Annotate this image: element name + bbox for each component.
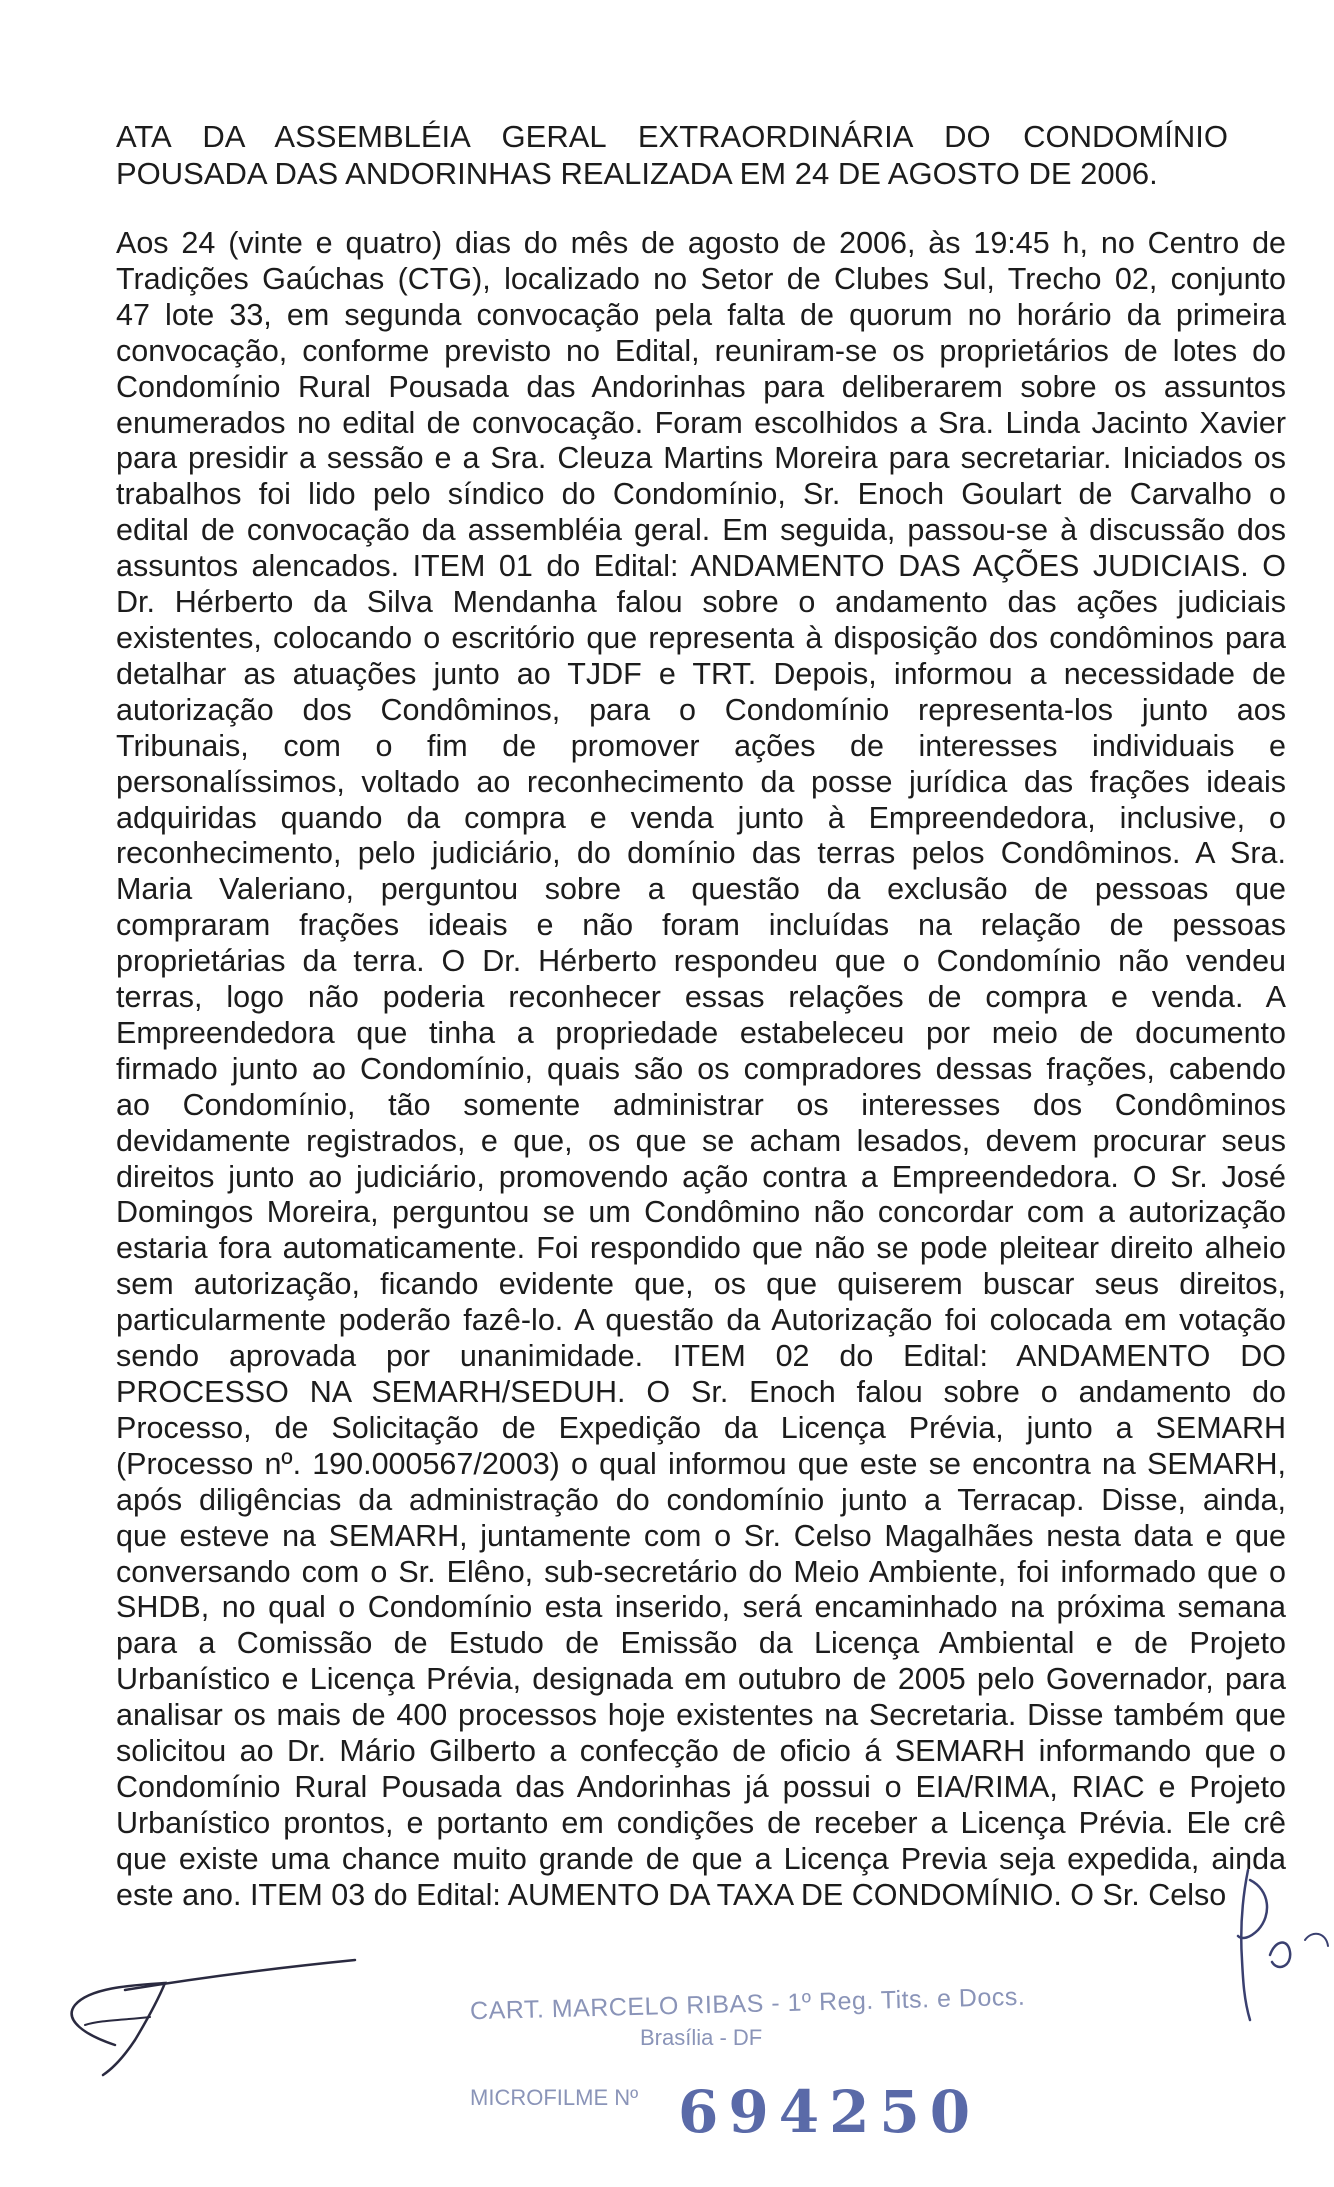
body-line: devidamente registrados, e que, os que se acham lesados, devem procurar seus (116, 1123, 1286, 1158)
signature-left (55, 1925, 365, 2085)
body-line: direitos junto ao judiciário, promovendo ação contra a Empreendedora. O Sr. José (116, 1159, 1286, 1194)
body-line: ao Condomínio, tão somente administrar os interesses dos Condôminos (116, 1087, 1286, 1122)
body-line: firmado junto ao Condomínio, quais são os compradores dessas frações, cabendo (116, 1051, 1286, 1086)
body-line: Tradições Gaúchas (CTG), localizado no Setor de Clubes Sul, Trecho 02, conjunto (116, 261, 1286, 296)
body-line: (Processo nº. 190.000567/2003) o qual informou que este se encontra na SEMARH, (116, 1446, 1286, 1481)
body-line: terras, logo não poderia reconhecer essas relações de compra e venda. A (116, 980, 1286, 1015)
body-line: assuntos alencados. ITEM 01 do Edital: ANDAMENTO DAS AÇÕES JUDICIAIS. O (116, 549, 1286, 584)
body-line: adquiridas quando da compra e venda junto à Empreendedora, inclusive, o (116, 800, 1286, 835)
body-line: personalíssimos, voltado ao reconhecimento da posse jurídica das frações ideais (116, 764, 1286, 799)
body-line: Urbanístico e Licença Prévia, designada em outubro de 2005 pelo Governador, para (116, 1662, 1286, 1697)
body-line: após diligências da administração do condomínio junto a Terracap. Disse, ainda, (116, 1482, 1286, 1517)
body-line: PROCESSO NA SEMARH/SEDUH. O Sr. Enoch falou sobre o andamento do (116, 1375, 1286, 1409)
body-line: para presidir a sessão e a Sra. Cleuza Martins Moreira para secretariar. Iniciados os (116, 441, 1286, 476)
body-line: Domingos Moreira, perguntou se um Condômino não concordar com a autorização (116, 1195, 1286, 1230)
body-line: autorização dos Condôminos, para o Condomínio representa-los junto aos (116, 692, 1286, 727)
body-line: Condomínio Rural Pousada das Andorinhas já possui o EIA/RIMA, RIAC e Projeto (116, 1769, 1286, 1804)
body-line: enumerados no edital de convocação. Foram escolhidos a Sra. Linda Jacinto Xavier (116, 405, 1286, 440)
body-line: Aos 24 (vinte e quatro) dias do mês de agosto de 2006, às 19:45 h, no Centro de (116, 226, 1286, 260)
body-line: Empreendedora que tinha a propriedade estabeleceu por meio de documento (116, 1015, 1286, 1050)
body-line: sendo aprovada por unanimidade. ITEM 02 do Edital: ANDAMENTO DO (116, 1339, 1286, 1374)
body-line: este ano. ITEM 03 do Edital: AUMENTO DA TAXA DE CONDOMÍNIO. O Sr. Celso (116, 1877, 1227, 1912)
body-line: trabalhos foi lido pelo síndico do Condomínio, Sr. Enoch Goulart de Carvalho o (116, 477, 1286, 512)
body-line: 47 lote 33, em segunda convocação pela falta de quorum no horário da primeira (116, 297, 1286, 332)
body-line: que existe uma chance muito grande de que a Licença Previa seja expedida, ainda (116, 1841, 1286, 1876)
body-line: existentes, colocando o escritório que representa à disposição dos condôminos para (116, 620, 1286, 655)
body-line: Dr. Hérberto da Silva Mendanha falou sobre o andamento das ações judiciais (116, 585, 1286, 620)
stamp-microfilm-label: MICROFILME Nº (470, 2085, 639, 2110)
body-line: que esteve na SEMARH, juntamente com o Sr. Celso Magalhães nesta data e que (116, 1518, 1286, 1553)
body-line: conversando com o Sr. Elêno, sub-secretário do Meio Ambiente, foi informado que o (116, 1554, 1286, 1589)
body-line: compraram frações ideais e não foram incluídas na relação de pessoas (116, 908, 1286, 943)
document-body (116, 226, 1286, 1914)
body-line: Maria Valeriano, perguntou sobre a questão da exclusão de pessoas que (116, 872, 1286, 907)
body-line: Processo, de Solicitação de Expedição da Licença Prévia, junto a SEMARH (116, 1410, 1286, 1445)
body-line: para a Comissão de Estudo de Emissão da Licença Ambiental e de Projeto (116, 1626, 1286, 1661)
body-line: solicitou ao Dr. Mário Gilberto a confecção de oficio á SEMARH informando que o (116, 1734, 1286, 1769)
body-line: edital de convocação da assembléia geral. Em seguida, passou-se à discussão dos (116, 513, 1286, 548)
body-line: sem autorização, ficando evidente que, os que quiserem buscar seus direitos, (116, 1267, 1286, 1302)
body-line: analisar os mais de 400 processos hoje existentes na Secretaria. Disse também que (116, 1698, 1286, 1733)
body-line: convocação, conforme previsto no Edital, reuniram-se os proprietários de lotes do (116, 333, 1286, 368)
title-line-1: ATA DA ASSEMBLÉIA GERAL EXTRAORDINÁRIA DO CONDOMÍNIO (116, 119, 1228, 154)
body-line: estaria fora automaticamente. Foi respondido que não se pode pleitear direito alheio (116, 1231, 1286, 1266)
body-line: Tribunais, com o fim de promover ações de interesses individuais e (116, 728, 1286, 763)
body-line: detalhar as atuações junto ao TJDF e TRT. Depois, informou a necessidade de (116, 656, 1286, 691)
document-title (116, 118, 1228, 192)
body-line: SHDB, no qual o Condomínio esta inserido, será encaminhado na próxima semana (116, 1590, 1286, 1625)
body-line: proprietárias da terra. O Dr. Hérberto respondeu que o Condomínio não vendeu (116, 944, 1286, 979)
signature-right (1220, 1860, 1334, 2030)
stamp-city-text: Brasília - DF (640, 2025, 763, 2050)
title-line-2: POUSADA DAS ANDORINHAS REALIZADA EM 24 DE AGOSTO DE 2006. (116, 156, 1158, 191)
body-line: Urbanístico prontos, e portanto em condições de receber a Licença Prévia. Ele crê (116, 1805, 1286, 1840)
body-line: particularmente poderão fazê-lo. A questão da Autorização foi colocada em votação (116, 1303, 1286, 1338)
body-line: Condomínio Rural Pousada das Andorinhas para deliberarem sobre os assuntos (116, 369, 1286, 404)
stamp-microfilm-number: 694250 (678, 2078, 981, 2146)
registry-stamp (469, 1982, 1026, 2146)
stamp-registry-text: CART. MARCELO RIBAS - 1º Reg. Tits. e Docs. (469, 1982, 1026, 2026)
body-line: reconhecimento, pelo judiciário, do domínio das terras pelos Condôminos. A Sra. (116, 836, 1286, 871)
